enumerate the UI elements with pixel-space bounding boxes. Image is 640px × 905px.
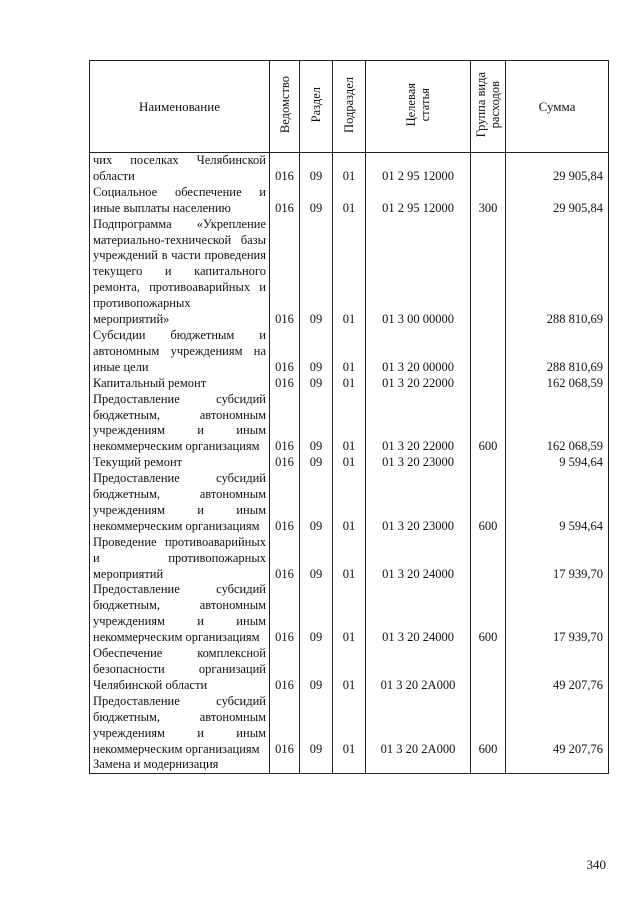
cell-department: 016 [270,376,300,392]
cell-section [300,757,333,773]
cell-name: Предоставление субсидий бюджетным, автономным учреждениям и иным некоммерческим организациям [90,471,270,535]
cell-section: 09 [300,694,333,758]
cell-subsection: 01 [333,376,366,392]
cell-name: Текущий ремонт [90,455,270,471]
cell-section: 09 [300,455,333,471]
cell-section: 09 [300,153,333,185]
cell-section: 09 [300,217,333,328]
table-row [90,328,609,376]
header-name: Наименование [90,61,270,153]
cell-department: 016 [270,535,300,583]
cell-subsection: 01 [333,185,366,217]
cell-section: 09 [300,646,333,694]
cell-subsection: 01 [333,694,366,758]
cell-department: 016 [270,185,300,217]
cell-sum: 288 810,69 [506,217,609,328]
cell-target-item: 01 3 20 00000 [366,328,471,376]
table-row [90,471,609,535]
table-row [90,757,609,773]
cell-subsection [333,757,366,773]
cell-section: 09 [300,535,333,583]
cell-target-item: 01 3 20 24000 [366,535,471,583]
cell-name: Предоставление субсидий бюджетным, автономным учреждениям и иным некоммерческим организациям [90,582,270,646]
cell-expense-group: 600 [471,694,506,758]
table-row [90,646,609,694]
cell-sum: 9 594,64 [506,455,609,471]
table-row [90,694,609,758]
cell-department: 016 [270,328,300,376]
table-row [90,217,609,328]
cell-subsection: 01 [333,471,366,535]
table-row [90,153,609,185]
cell-sum: 49 207,76 [506,694,609,758]
cell-expense-group: 600 [471,392,506,456]
cell-section: 09 [300,582,333,646]
cell-target-item: 01 2 95 12000 [366,153,471,185]
budget-table [89,60,609,774]
table-row [90,376,609,392]
cell-subsection: 01 [333,392,366,456]
cell-department: 016 [270,694,300,758]
cell-department [270,757,300,773]
cell-expense-group [471,455,506,471]
header-expense-group: Группа вида расходов [471,61,506,153]
cell-sum: 49 207,76 [506,646,609,694]
cell-subsection: 01 [333,582,366,646]
cell-expense-group [471,646,506,694]
cell-target-item: 01 3 20 2A000 [366,694,471,758]
cell-subsection: 01 [333,153,366,185]
header-target-item: Целевая статья [366,61,471,153]
cell-target-item: 01 3 20 23000 [366,455,471,471]
cell-name: Предоставление субсидий бюджетным, автономным учреждениям и иным некоммерческим организациям [90,694,270,758]
cell-target-item: 01 3 20 23000 [366,471,471,535]
cell-target-item: 01 3 20 22000 [366,376,471,392]
cell-expense-group [471,757,506,773]
cell-department: 016 [270,392,300,456]
table-row [90,582,609,646]
cell-name: Замена и модернизация [90,757,270,773]
table-row [90,535,609,583]
cell-subsection: 01 [333,535,366,583]
cell-section: 09 [300,471,333,535]
cell-section: 09 [300,392,333,456]
cell-target-item: 01 2 95 12000 [366,185,471,217]
cell-expense-group: 600 [471,582,506,646]
cell-department: 016 [270,217,300,328]
cell-sum: 9 594,64 [506,471,609,535]
cell-department: 016 [270,153,300,185]
header-sum: Сумма [506,61,609,153]
cell-name: Подпрограмма «Укрепление материально-технической базы учреждений в части проведения текущего и капитального ремонта, противоаварийных и противопожарных мероприятий» [90,217,270,328]
cell-subsection: 01 [333,646,366,694]
cell-department: 016 [270,455,300,471]
cell-sum: 288 810,69 [506,328,609,376]
cell-name: Субсидии бюджетным и автономным учреждениям на иные цели [90,328,270,376]
header-subsection: Подраздел [333,61,366,153]
cell-sum: 162 068,59 [506,376,609,392]
cell-expense-group: 300 [471,185,506,217]
page-number: 340 [586,857,606,872]
cell-section: 09 [300,185,333,217]
cell-sum: 17 939,70 [506,582,609,646]
cell-name: Обеспечение комплексной безопасности организаций Челябинской области [90,646,270,694]
table-row [90,392,609,456]
cell-expense-group [471,535,506,583]
cell-department: 016 [270,646,300,694]
header-department: Ведомство [270,61,300,153]
cell-target-item: 01 3 20 24000 [366,582,471,646]
cell-name: Социальное обеспечение и иные выплаты населению [90,185,270,217]
cell-sum [506,757,609,773]
cell-subsection: 01 [333,328,366,376]
cell-target-item: 01 3 20 22000 [366,392,471,456]
cell-department: 016 [270,471,300,535]
cell-section: 09 [300,376,333,392]
cell-name: Проведение противоаварийных и противопожарных мероприятий [90,535,270,583]
cell-department: 016 [270,582,300,646]
table-row [90,455,609,471]
cell-subsection: 01 [333,455,366,471]
cell-sum: 162 068,59 [506,392,609,456]
cell-name: чих поселках Челябинской области [90,153,270,185]
table-row [90,185,609,217]
cell-expense-group [471,217,506,328]
header-section: Раздел [300,61,333,153]
cell-section: 09 [300,328,333,376]
table-header-row [90,61,609,153]
cell-sum: 17 939,70 [506,535,609,583]
cell-name: Предоставление субсидий бюджетным, автономным учреждениям и иным некоммерческим организациям [90,392,270,456]
cell-expense-group [471,376,506,392]
cell-sum: 29 905,84 [506,153,609,185]
cell-target-item: 01 3 00 00000 [366,217,471,328]
cell-target-item [366,757,471,773]
cell-target-item: 01 3 20 2A000 [366,646,471,694]
cell-sum: 29 905,84 [506,185,609,217]
cell-expense-group [471,328,506,376]
cell-expense-group [471,153,506,185]
cell-subsection: 01 [333,217,366,328]
cell-expense-group: 600 [471,471,506,535]
cell-name: Капитальный ремонт [90,376,270,392]
